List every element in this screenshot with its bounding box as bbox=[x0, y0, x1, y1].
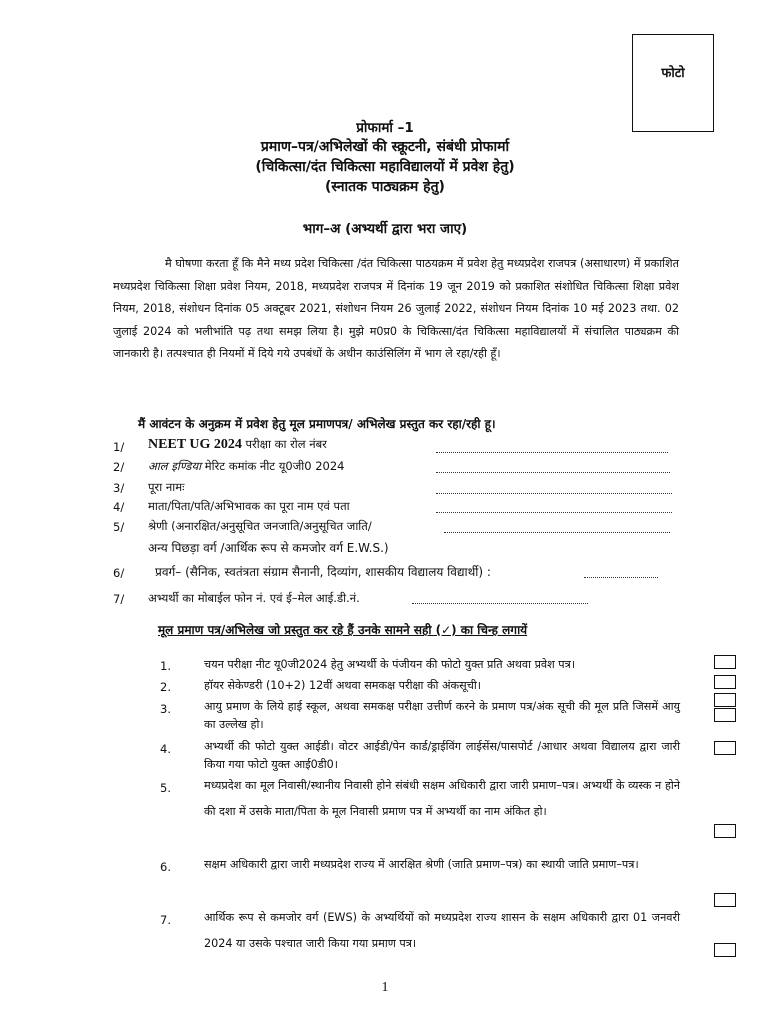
field-number: 4/ bbox=[113, 500, 125, 514]
page-number: 1 bbox=[381, 980, 389, 995]
doc-item-age-proof: आयु प्रमाण के लिये हाई स्कूल, अथवा समकक्ष परीक्षा उत्तीर्ण करने के प्रमाण पत्र/अंक सूची की मूल प्रति जिसमें आयु का उल्लेख हो। bbox=[204, 700, 680, 731]
field-number: 5/ bbox=[113, 520, 125, 534]
field-full-name: पूरा नामः bbox=[148, 480, 185, 494]
field-label: मेरिट कमांक नीट यू0जी0 2024 bbox=[201, 459, 345, 473]
documents-heading: मूल प्रमाण पत्र/अभिलेख जो प्रस्तुत कर रहे हैं उनके सामने सही (✓) का चिन्ह लगायें bbox=[158, 623, 528, 637]
doc-item-domicile: मध्यप्रदेश का मूल निवासी/स्थानीय निवासी होने संबंधी सक्षम अधिकारी द्वारा जारी प्रमाण–पत्र। अभ्यर्थी के व्यस्क न होने की दशा में उसके माता/पिता के मूल निवासी प्रमाण पत्र में अभ्यर्थी का नाम अंकित हो। bbox=[204, 779, 680, 818]
field-label: परीक्षा का रोल नंबर bbox=[241, 437, 327, 451]
doc-number: 2. bbox=[160, 680, 171, 694]
checkbox-doc-2[interactable] bbox=[714, 675, 736, 689]
field-guardian: माता/पिता/पति/अभिभावक का पूरा नाम एवं पता bbox=[148, 499, 350, 513]
checkbox-doc-3b[interactable] bbox=[714, 708, 736, 722]
allotment-statement: मैं आवंटन के अनुक्रम में प्रवेश हेतु मूल प्रमाणपत्र/ अभिलेख प्रस्तुत कर रहा/रही हू। bbox=[138, 417, 496, 431]
doc-number: 4. bbox=[160, 742, 171, 756]
field-number: 2/ bbox=[113, 460, 125, 474]
field-number: 1/ bbox=[113, 440, 125, 454]
doc-item-caste: सक्षम अधिकारी द्वारा जारी मध्यप्रदेश राज्य में आरक्षित श्रेणी (जाति प्रमाण–पत्र) का स्थायी जाति प्रमाण–पत्र। bbox=[204, 858, 639, 871]
contact-blank[interactable] bbox=[412, 603, 588, 604]
photo-label: फोटो bbox=[661, 66, 685, 81]
doc-item-photo-id: अभ्यर्थी की फोटो युक्त आईडी। वोटर आईडी/पेन कार्ड/ड्राईविंग लाईसेंस/पासपोर्ट /आधार अथवा विद्यालय द्वारा जारी किया गया फोटो युक्त आई0डी0। bbox=[204, 740, 680, 771]
doc-item-ews: आर्थिक रूप से कमजोर वर्ग (EWS) के अभ्यर्थियों को मध्यप्रदेश राज्य शासन के सक्षम अधिकारी द्वारा 01 जनवरी 2024 या उसके पश्चात जारी किया गया प्रमाण पत्र। bbox=[204, 911, 680, 950]
doc-item-registration: चयन परीक्षा नीट यू0जी2024 हेतु अभ्यर्थी के पंजीयन की फोटो युक्त प्रति अथवा प्रवेश पत्र। bbox=[204, 658, 576, 671]
field-neet-roll bbox=[148, 437, 327, 453]
doc-number: 1. bbox=[160, 659, 171, 673]
full-name-blank[interactable] bbox=[436, 493, 672, 494]
quota-blank[interactable] bbox=[584, 577, 658, 578]
field-quota: प्रवर्ग– (सैनिक, स्वतंत्रता संग्राम सैनानी, दिव्यांग, शासकीय विद्यालय विद्यार्थी) : bbox=[155, 565, 491, 579]
doc-number: 6. bbox=[160, 860, 171, 874]
field-category-cont: अन्य पिछड़ा वर्ग /आर्थिक रूप से कमजोर वर्ग E.W.S.) bbox=[148, 541, 389, 555]
checkbox-doc-4[interactable] bbox=[714, 741, 736, 755]
neet-label: NEET UG 2024 bbox=[148, 437, 242, 452]
field-merit-rank bbox=[148, 459, 344, 474]
form-title: प्रमाण–पत्र/अभिलेखों की स्क्रूटनी, संबंधी प्रोफार्मा bbox=[260, 139, 510, 155]
declaration-text: मै घोषणा करता हूँ कि मैने मध्य प्रदेश चिकित्सा /दंत चिकित्सा पाठयक्रम में प्रवेश हेतु मध्यप्रदेश राजपत्र (असाधारण) में प्रकाशित मध्यप्रदेश चिकित्सा शिक्षा प्रवेश नियम, 2018, मध्यप्रदेश राजपत्र में दिनांक 19 जून 2019 को प्रकाशित संशोधित चिकित्सा शिक्षा प्रवेश नियम, 2018, संशोधन दिनांक 05 अक्टूबर 2021, संशोधन नियम 26 जुलाई 2022, संशोधन नियम दिनांक 10 मई 2023 तथा. 02 जुलाई 2024 को भलीभांति पढ़ तथा समझ लिया है। मुझे म0प्र0 के चिकित्सा/दंत चिकित्सा महाविद्यालयों में संचालित पाठ्यक्रम की जानकारी है। तत्पश्चात ही नियमों में दिये गये उपबंधों के अधीन काउंसिलिंग में भाग ले रहा/रही हूँ। bbox=[113, 257, 679, 361]
form-subtitle: (चिकित्सा/दंत चिकित्सा महाविद्यालयों में प्रवेश हेतु) bbox=[255, 159, 515, 175]
all-india-label: आल इण्डिया bbox=[148, 459, 202, 473]
field-contact: अभ्यर्थी का मोबाईल फोन नं. एवं ई–मेल आई.डी.नं. bbox=[148, 591, 360, 605]
checkbox-doc-6[interactable] bbox=[714, 893, 736, 907]
field-number: 7/ bbox=[113, 592, 125, 606]
doc-number: 5. bbox=[160, 781, 171, 795]
checkbox-doc-3a[interactable] bbox=[714, 693, 736, 707]
roll-number-blank[interactable] bbox=[436, 452, 668, 453]
proforma-title: प्रोफार्मा –1 bbox=[356, 120, 414, 136]
declaration-paragraph bbox=[113, 253, 679, 366]
part-heading: भाग–अ (अभ्यर्थी द्वारा भरा जाए) bbox=[302, 221, 468, 237]
doc-item-marksheet: हॉयर सेकेण्डरी (10+2) 12वीं अथवा समकक्ष परीक्षा की अंकसूची। bbox=[204, 679, 481, 692]
doc-number: 7. bbox=[160, 913, 171, 927]
category-blank[interactable] bbox=[444, 532, 670, 533]
checkbox-doc-1[interactable] bbox=[714, 655, 736, 669]
course-subtitle: (स्नातक पाठ्यक्रम हेतु) bbox=[325, 179, 445, 195]
merit-rank-blank[interactable] bbox=[436, 472, 670, 473]
field-number: 3/ bbox=[113, 481, 125, 495]
field-category: श्रेणी (अनारक्षित/अनुसूचित जनजाति/अनुसूचित जाति/ bbox=[148, 519, 372, 533]
checkbox-doc-5[interactable] bbox=[714, 824, 736, 838]
checkbox-doc-7[interactable] bbox=[714, 943, 736, 957]
doc-number: 3. bbox=[160, 702, 171, 716]
guardian-blank[interactable] bbox=[436, 512, 672, 513]
field-number: 6/ bbox=[113, 566, 125, 580]
